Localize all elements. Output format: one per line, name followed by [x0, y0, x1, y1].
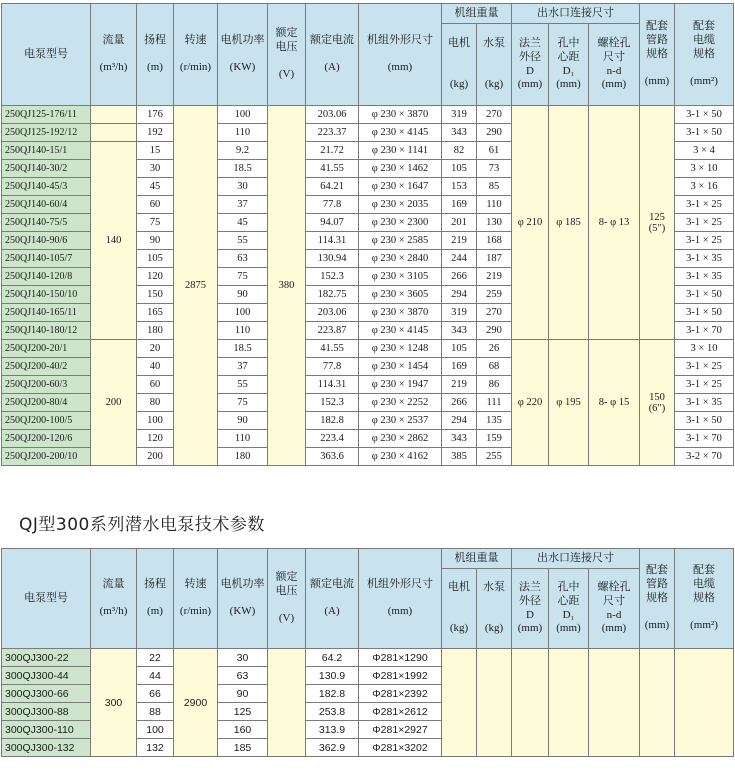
cable-cell: 3-1 × 70	[675, 322, 734, 340]
header-motor-unit: (kg)	[449, 622, 469, 635]
dims-cell: φ 230 × 4145	[359, 322, 442, 340]
motor-cell: 343	[442, 430, 477, 448]
cable-cell: 3-1 × 25	[675, 232, 734, 250]
flange-cell: φ 220	[512, 340, 549, 466]
cable-cell: 3-1 × 35	[675, 268, 734, 286]
cable-cell: 3-1 × 35	[675, 394, 734, 412]
pump-cell: 168	[477, 232, 512, 250]
model-cell: 300QJ300-44	[2, 667, 91, 685]
head-cell: 120	[137, 430, 174, 448]
table-row	[2, 649, 734, 667]
motor-cell: 219	[442, 376, 477, 394]
current-cell: 77.8	[306, 358, 359, 376]
head-cell: 100	[137, 412, 174, 430]
header-current-label: 额定电流	[310, 33, 354, 46]
head-cell: 40	[137, 358, 174, 376]
model-cell: 250QJ140-180/12	[2, 322, 91, 340]
cable-cell: 3-1 × 70	[675, 430, 734, 448]
hole-cell: φ 185	[549, 106, 589, 340]
head-cell: 15	[137, 142, 174, 160]
model-cell: 250QJ200-60/3	[2, 376, 91, 394]
flow-cell: 200	[91, 340, 137, 466]
model-cell: 250QJ200-20/1	[2, 340, 91, 358]
header-dims	[359, 549, 442, 649]
header-speed-label: 转速	[184, 577, 207, 590]
dims-cell: Φ281×2612	[359, 703, 442, 721]
header-speed	[174, 4, 218, 106]
header-dims-unit: (mm)	[387, 605, 413, 618]
head-cell: 120	[137, 268, 174, 286]
header-head	[137, 4, 174, 106]
header-motor-label: 电机	[448, 581, 470, 594]
header-pipe-unit: (mm)	[644, 619, 670, 632]
head-cell: 44	[137, 667, 174, 685]
dims-cell: Φ281×2927	[359, 721, 442, 739]
header-power-unit: (KW)	[229, 605, 256, 618]
model-cell: 250QJ200-120/6	[2, 430, 91, 448]
current-cell: 77.8	[306, 196, 359, 214]
pump-cell: 86	[477, 376, 512, 394]
header-flow-label: 流量	[102, 33, 125, 46]
power-cell: 100	[218, 106, 268, 124]
flange-cell: φ 210	[512, 106, 549, 340]
motor-cell: 343	[442, 322, 477, 340]
header-power-label: 电机功率	[220, 577, 265, 590]
model-cell: 250QJ200-100/5	[2, 412, 91, 430]
header-flange: 法兰 外径 D (mm)	[512, 24, 549, 106]
header-power-label: 电机功率	[220, 33, 265, 46]
cable-cell: 3-1 × 25	[675, 376, 734, 394]
motor-cell: 201	[442, 214, 477, 232]
pump-cell: 259	[477, 286, 512, 304]
cable-cell: 3-1 × 25	[675, 196, 734, 214]
current-cell: 64.2	[306, 649, 359, 667]
head-cell: 60	[137, 196, 174, 214]
current-cell: 94.07	[306, 214, 359, 232]
current-cell: 182.75	[306, 286, 359, 304]
spec-table-250qj	[1, 3, 734, 466]
power-cell: 90	[218, 685, 268, 703]
header-pump	[477, 569, 512, 649]
head-cell: 88	[137, 703, 174, 721]
cable-cell: 3 × 10	[675, 160, 734, 178]
header-flow-label: 流量	[102, 577, 125, 590]
current-cell: 203.06	[306, 106, 359, 124]
header-dims	[359, 4, 442, 106]
current-cell: 41.55	[306, 160, 359, 178]
model-cell: 300QJ300-66	[2, 685, 91, 703]
power-cell: 110	[218, 322, 268, 340]
current-cell: 362.9	[306, 739, 359, 757]
model-cell: 250QJ140-45/3	[2, 178, 91, 196]
model-cell: 250QJ140-60/4	[2, 196, 91, 214]
header-motor-label: 电机	[448, 37, 470, 50]
motor-cell: 219	[442, 232, 477, 250]
pump-cell: 187	[477, 250, 512, 268]
power-cell: 37	[218, 196, 268, 214]
header-flow	[91, 4, 137, 106]
power-cell: 18.5	[218, 160, 268, 178]
power-cell: 30	[218, 178, 268, 196]
header-outlet: 出水口连接尺寸	[512, 549, 640, 569]
header-voltage-unit: (V)	[278, 612, 295, 625]
bolt-cell	[589, 649, 640, 757]
head-cell: 165	[137, 304, 174, 322]
cable-cell: 3-1 × 50	[675, 304, 734, 322]
header-model: 电泵型号	[2, 4, 91, 106]
header-head-unit: (m)	[147, 605, 163, 618]
dims-cell: φ 230 × 2300	[359, 214, 442, 232]
current-cell: 253.8	[306, 703, 359, 721]
header-cable-unit: (mm²)	[690, 75, 718, 88]
hole-cell	[549, 649, 589, 757]
hole-cell: φ 195	[549, 340, 589, 466]
motor-cell: 294	[442, 286, 477, 304]
header-pipe	[640, 4, 675, 106]
pump-cell: 290	[477, 322, 512, 340]
dims-cell: φ 230 × 1454	[359, 358, 442, 376]
motor-cell: 294	[442, 412, 477, 430]
voltage-cell	[268, 649, 306, 757]
header-outlet: 出水口连接尺寸	[512, 4, 640, 24]
header-speed-unit: (r/min)	[179, 605, 212, 618]
motor-cell: 319	[442, 106, 477, 124]
dims-cell: Φ281×3202	[359, 739, 442, 757]
pump-cell: 73	[477, 160, 512, 178]
header-cable-label: 配套 电缆 规格	[693, 564, 715, 604]
header-flow-unit: (m³/h)	[99, 61, 128, 74]
header-voltage	[268, 549, 306, 649]
current-cell: 223.4	[306, 430, 359, 448]
flow-cell: 300	[91, 649, 137, 757]
header-power-unit: (KW)	[229, 61, 256, 74]
motor-cell: 82	[442, 142, 477, 160]
dims-cell: φ 230 × 3105	[359, 268, 442, 286]
head-cell: 75	[137, 214, 174, 232]
model-cell: 250QJ200-200/10	[2, 448, 91, 466]
cable-cell: 3-1 × 50	[675, 106, 734, 124]
head-cell: 66	[137, 685, 174, 703]
header-hole: 孔中 心距 D₁ (mm)	[549, 569, 589, 649]
current-cell: 114.31	[306, 376, 359, 394]
motor-cell: 385	[442, 448, 477, 466]
header-bolt: 螺栓孔 尺寸 n-d (mm)	[589, 569, 640, 649]
power-cell: 55	[218, 376, 268, 394]
header-current	[306, 549, 359, 649]
cable-cell: 3 × 16	[675, 178, 734, 196]
head-cell: 105	[137, 250, 174, 268]
header-dims-label: 机组外形尺寸	[367, 33, 433, 46]
power-cell: 160	[218, 721, 268, 739]
header-motor-unit: (kg)	[449, 78, 469, 91]
current-cell: 223.37	[306, 124, 359, 142]
header-voltage-label: 额定 电压	[275, 571, 298, 597]
header-cable	[675, 4, 734, 106]
pipe-cell: 125 (5″)	[640, 106, 675, 340]
dims-cell: φ 230 × 2035	[359, 196, 442, 214]
power-cell: 45	[218, 214, 268, 232]
header-weight: 机组重量	[442, 549, 512, 569]
power-cell: 75	[218, 268, 268, 286]
current-cell: 182.8	[306, 412, 359, 430]
motor-cell: 319	[442, 304, 477, 322]
dims-cell: φ 230 × 4145	[359, 124, 442, 142]
header-head-unit: (m)	[147, 61, 163, 74]
header-cable-label: 配套 电缆 规格	[693, 20, 715, 60]
model-cell: 250QJ140-30/2	[2, 160, 91, 178]
cable-cell: 3-1 × 50	[675, 412, 734, 430]
model-cell: 250QJ140-90/6	[2, 232, 91, 250]
power-cell: 55	[218, 232, 268, 250]
pump-cell: 219	[477, 268, 512, 286]
dims-cell: φ 230 × 4162	[359, 448, 442, 466]
cable-cell: 3-1 × 50	[675, 286, 734, 304]
header-head-label: 扬程	[144, 33, 166, 46]
pump-cell: 270	[477, 304, 512, 322]
dims-cell: φ 230 × 3870	[359, 106, 442, 124]
pump-cell: 270	[477, 106, 512, 124]
header-voltage-unit: (V)	[278, 68, 295, 81]
cable-cell: 3-2 × 70	[675, 448, 734, 466]
header-current-unit: (A)	[324, 605, 340, 618]
flange-cell	[512, 649, 549, 757]
dims-cell: φ 230 × 3870	[359, 304, 442, 322]
power-cell: 37	[218, 358, 268, 376]
header-pump-label: 水泵	[483, 37, 505, 50]
power-cell: 9.2	[218, 142, 268, 160]
model-cell: 300QJ300-110	[2, 721, 91, 739]
current-cell: 152.3	[306, 394, 359, 412]
power-cell: 63	[218, 250, 268, 268]
pump-cell: 61	[477, 142, 512, 160]
current-cell: 41.55	[306, 340, 359, 358]
current-cell: 152.3	[306, 268, 359, 286]
series-300-title: QJ型300系列潜水电泵技术参数	[19, 515, 265, 535]
head-cell: 192	[137, 124, 174, 142]
header-motor	[442, 24, 477, 106]
model-cell: 250QJ140-165/11	[2, 304, 91, 322]
power-cell: 125	[218, 703, 268, 721]
header-current-label: 额定电流	[310, 577, 354, 590]
header-voltage	[268, 4, 306, 106]
current-cell: 130.9	[306, 667, 359, 685]
motor-cell: 343	[442, 124, 477, 142]
header-dims-unit: (mm)	[387, 61, 413, 74]
current-cell: 313.9	[306, 721, 359, 739]
header-bolt: 螺栓孔 尺寸 n-d (mm)	[589, 24, 640, 106]
pump-cell: 159	[477, 430, 512, 448]
header-current	[306, 4, 359, 106]
header-head	[137, 549, 174, 649]
power-cell: 18.5	[218, 340, 268, 358]
header-hole: 孔中 心距 D₁ (mm)	[549, 24, 589, 106]
header-pipe-unit: (mm)	[644, 75, 670, 88]
motor-cell: 153	[442, 178, 477, 196]
table-row	[2, 106, 734, 124]
head-cell: 90	[137, 232, 174, 250]
current-cell: 182.8	[306, 685, 359, 703]
pump-cell: 255	[477, 448, 512, 466]
head-cell: 200	[137, 448, 174, 466]
header-pipe-label: 配套 管路 规格	[646, 564, 668, 604]
pipe-cell	[640, 649, 675, 757]
power-cell: 90	[218, 286, 268, 304]
flow-cell	[91, 124, 137, 142]
cable-cell: 3-1 × 25	[675, 214, 734, 232]
head-cell: 150	[137, 286, 174, 304]
model-cell: 250QJ140-105/7	[2, 250, 91, 268]
model-cell: 300QJ300-132	[2, 739, 91, 757]
dims-cell: Φ281×1290	[359, 649, 442, 667]
header-speed-label: 转速	[184, 33, 207, 46]
voltage-cell: 380	[268, 106, 306, 466]
pump-cell: 290	[477, 124, 512, 142]
header-speed-unit: (r/min)	[179, 61, 212, 74]
header-flange: 法兰 外径 D (mm)	[512, 569, 549, 649]
motor-cell: 266	[442, 394, 477, 412]
header-head-label: 扬程	[144, 577, 166, 590]
header-pump-label: 水泵	[483, 581, 505, 594]
power-cell: 63	[218, 667, 268, 685]
head-cell: 132	[137, 739, 174, 757]
cable-cell	[675, 649, 734, 757]
bolt-cell: 8- φ 15	[589, 340, 640, 466]
cable-cell: 3-1 × 50	[675, 124, 734, 142]
motor-cell: 244	[442, 250, 477, 268]
pump-cell: 110	[477, 196, 512, 214]
pump-cell: 68	[477, 358, 512, 376]
header-current-unit: (A)	[324, 61, 340, 74]
head-cell: 22	[137, 649, 174, 667]
power-cell: 185	[218, 739, 268, 757]
dims-cell: Φ281×2392	[359, 685, 442, 703]
cable-cell: 3 × 4	[675, 142, 734, 160]
model-cell: 300QJ300-88	[2, 703, 91, 721]
header-pump-unit: (kg)	[484, 78, 504, 91]
header-weight: 机组重量	[442, 4, 512, 24]
dims-cell: φ 230 × 2585	[359, 232, 442, 250]
header-cable	[675, 549, 734, 649]
current-cell: 64.21	[306, 178, 359, 196]
head-cell: 100	[137, 721, 174, 739]
speed-cell: 2900	[174, 649, 218, 757]
cable-cell: 3-1 × 25	[675, 358, 734, 376]
header-pipe-label: 配套 管路 规格	[646, 20, 668, 60]
dims-cell: φ 230 × 2862	[359, 430, 442, 448]
power-cell: 110	[218, 430, 268, 448]
pump-cell: 130	[477, 214, 512, 232]
model-cell: 250QJ140-150/10	[2, 286, 91, 304]
power-cell: 90	[218, 412, 268, 430]
dims-cell: φ 230 × 2537	[359, 412, 442, 430]
model-cell: 250QJ140-15/1	[2, 142, 91, 160]
current-cell: 21.72	[306, 142, 359, 160]
speed-cell: 2875	[174, 106, 218, 466]
power-cell: 75	[218, 394, 268, 412]
power-cell: 100	[218, 304, 268, 322]
current-cell: 114.31	[306, 232, 359, 250]
motor-cell: 266	[442, 268, 477, 286]
head-cell: 30	[137, 160, 174, 178]
pump-cell	[477, 649, 512, 757]
model-cell: 250QJ140-120/8	[2, 268, 91, 286]
motor-cell: 105	[442, 340, 477, 358]
head-cell: 176	[137, 106, 174, 124]
model-cell: 300QJ300-22	[2, 649, 91, 667]
flow-cell: 140	[91, 142, 137, 340]
header-flow	[91, 549, 137, 649]
dims-cell: φ 230 × 2840	[359, 250, 442, 268]
header-model: 电泵型号	[2, 549, 91, 649]
head-cell: 45	[137, 178, 174, 196]
model-cell: 250QJ125-176/11	[2, 106, 91, 124]
table-row	[2, 340, 734, 358]
header-motor	[442, 569, 477, 649]
model-cell: 250QJ200-80/4	[2, 394, 91, 412]
flow-cell	[91, 106, 137, 124]
header-power	[218, 549, 268, 649]
current-cell: 203.06	[306, 304, 359, 322]
pump-cell: 85	[477, 178, 512, 196]
header-power	[218, 4, 268, 106]
dims-cell: φ 230 × 1248	[359, 340, 442, 358]
model-cell: 250QJ125-192/12	[2, 124, 91, 142]
header-cable-unit: (mm²)	[690, 619, 718, 632]
header-speed	[174, 549, 218, 649]
pipe-cell: 150 (6″)	[640, 340, 675, 466]
head-cell: 80	[137, 394, 174, 412]
header-pump-unit: (kg)	[484, 622, 504, 635]
model-cell: 250QJ200-40/2	[2, 358, 91, 376]
dims-cell: φ 230 × 2252	[359, 394, 442, 412]
dims-cell: φ 230 × 1462	[359, 160, 442, 178]
power-cell: 180	[218, 448, 268, 466]
header-pump	[477, 24, 512, 106]
dims-cell: φ 230 × 1647	[359, 178, 442, 196]
header-pipe	[640, 549, 675, 649]
dims-cell: Φ281×1992	[359, 667, 442, 685]
motor-cell	[442, 649, 477, 757]
cable-cell: 3 × 10	[675, 340, 734, 358]
dims-cell: φ 230 × 1947	[359, 376, 442, 394]
head-cell: 20	[137, 340, 174, 358]
dims-cell: φ 230 × 3605	[359, 286, 442, 304]
pump-cell: 135	[477, 412, 512, 430]
head-cell: 60	[137, 376, 174, 394]
model-cell: 250QJ140-75/5	[2, 214, 91, 232]
dims-cell: φ 230 × 1141	[359, 142, 442, 160]
current-cell: 130.94	[306, 250, 359, 268]
power-cell: 30	[218, 649, 268, 667]
header-voltage-label: 额定 电压	[275, 27, 298, 53]
pump-cell: 111	[477, 394, 512, 412]
motor-cell: 169	[442, 196, 477, 214]
cable-cell: 3-1 × 35	[675, 250, 734, 268]
power-cell: 110	[218, 124, 268, 142]
current-cell: 223.87	[306, 322, 359, 340]
pump-cell: 26	[477, 340, 512, 358]
header-dims-label: 机组外形尺寸	[367, 577, 433, 590]
motor-cell: 105	[442, 160, 477, 178]
header-flow-unit: (m³/h)	[99, 605, 128, 618]
spec-table-300qj	[1, 548, 734, 757]
head-cell: 180	[137, 322, 174, 340]
motor-cell: 169	[442, 358, 477, 376]
current-cell: 363.6	[306, 448, 359, 466]
bolt-cell: 8- φ 13	[589, 106, 640, 340]
